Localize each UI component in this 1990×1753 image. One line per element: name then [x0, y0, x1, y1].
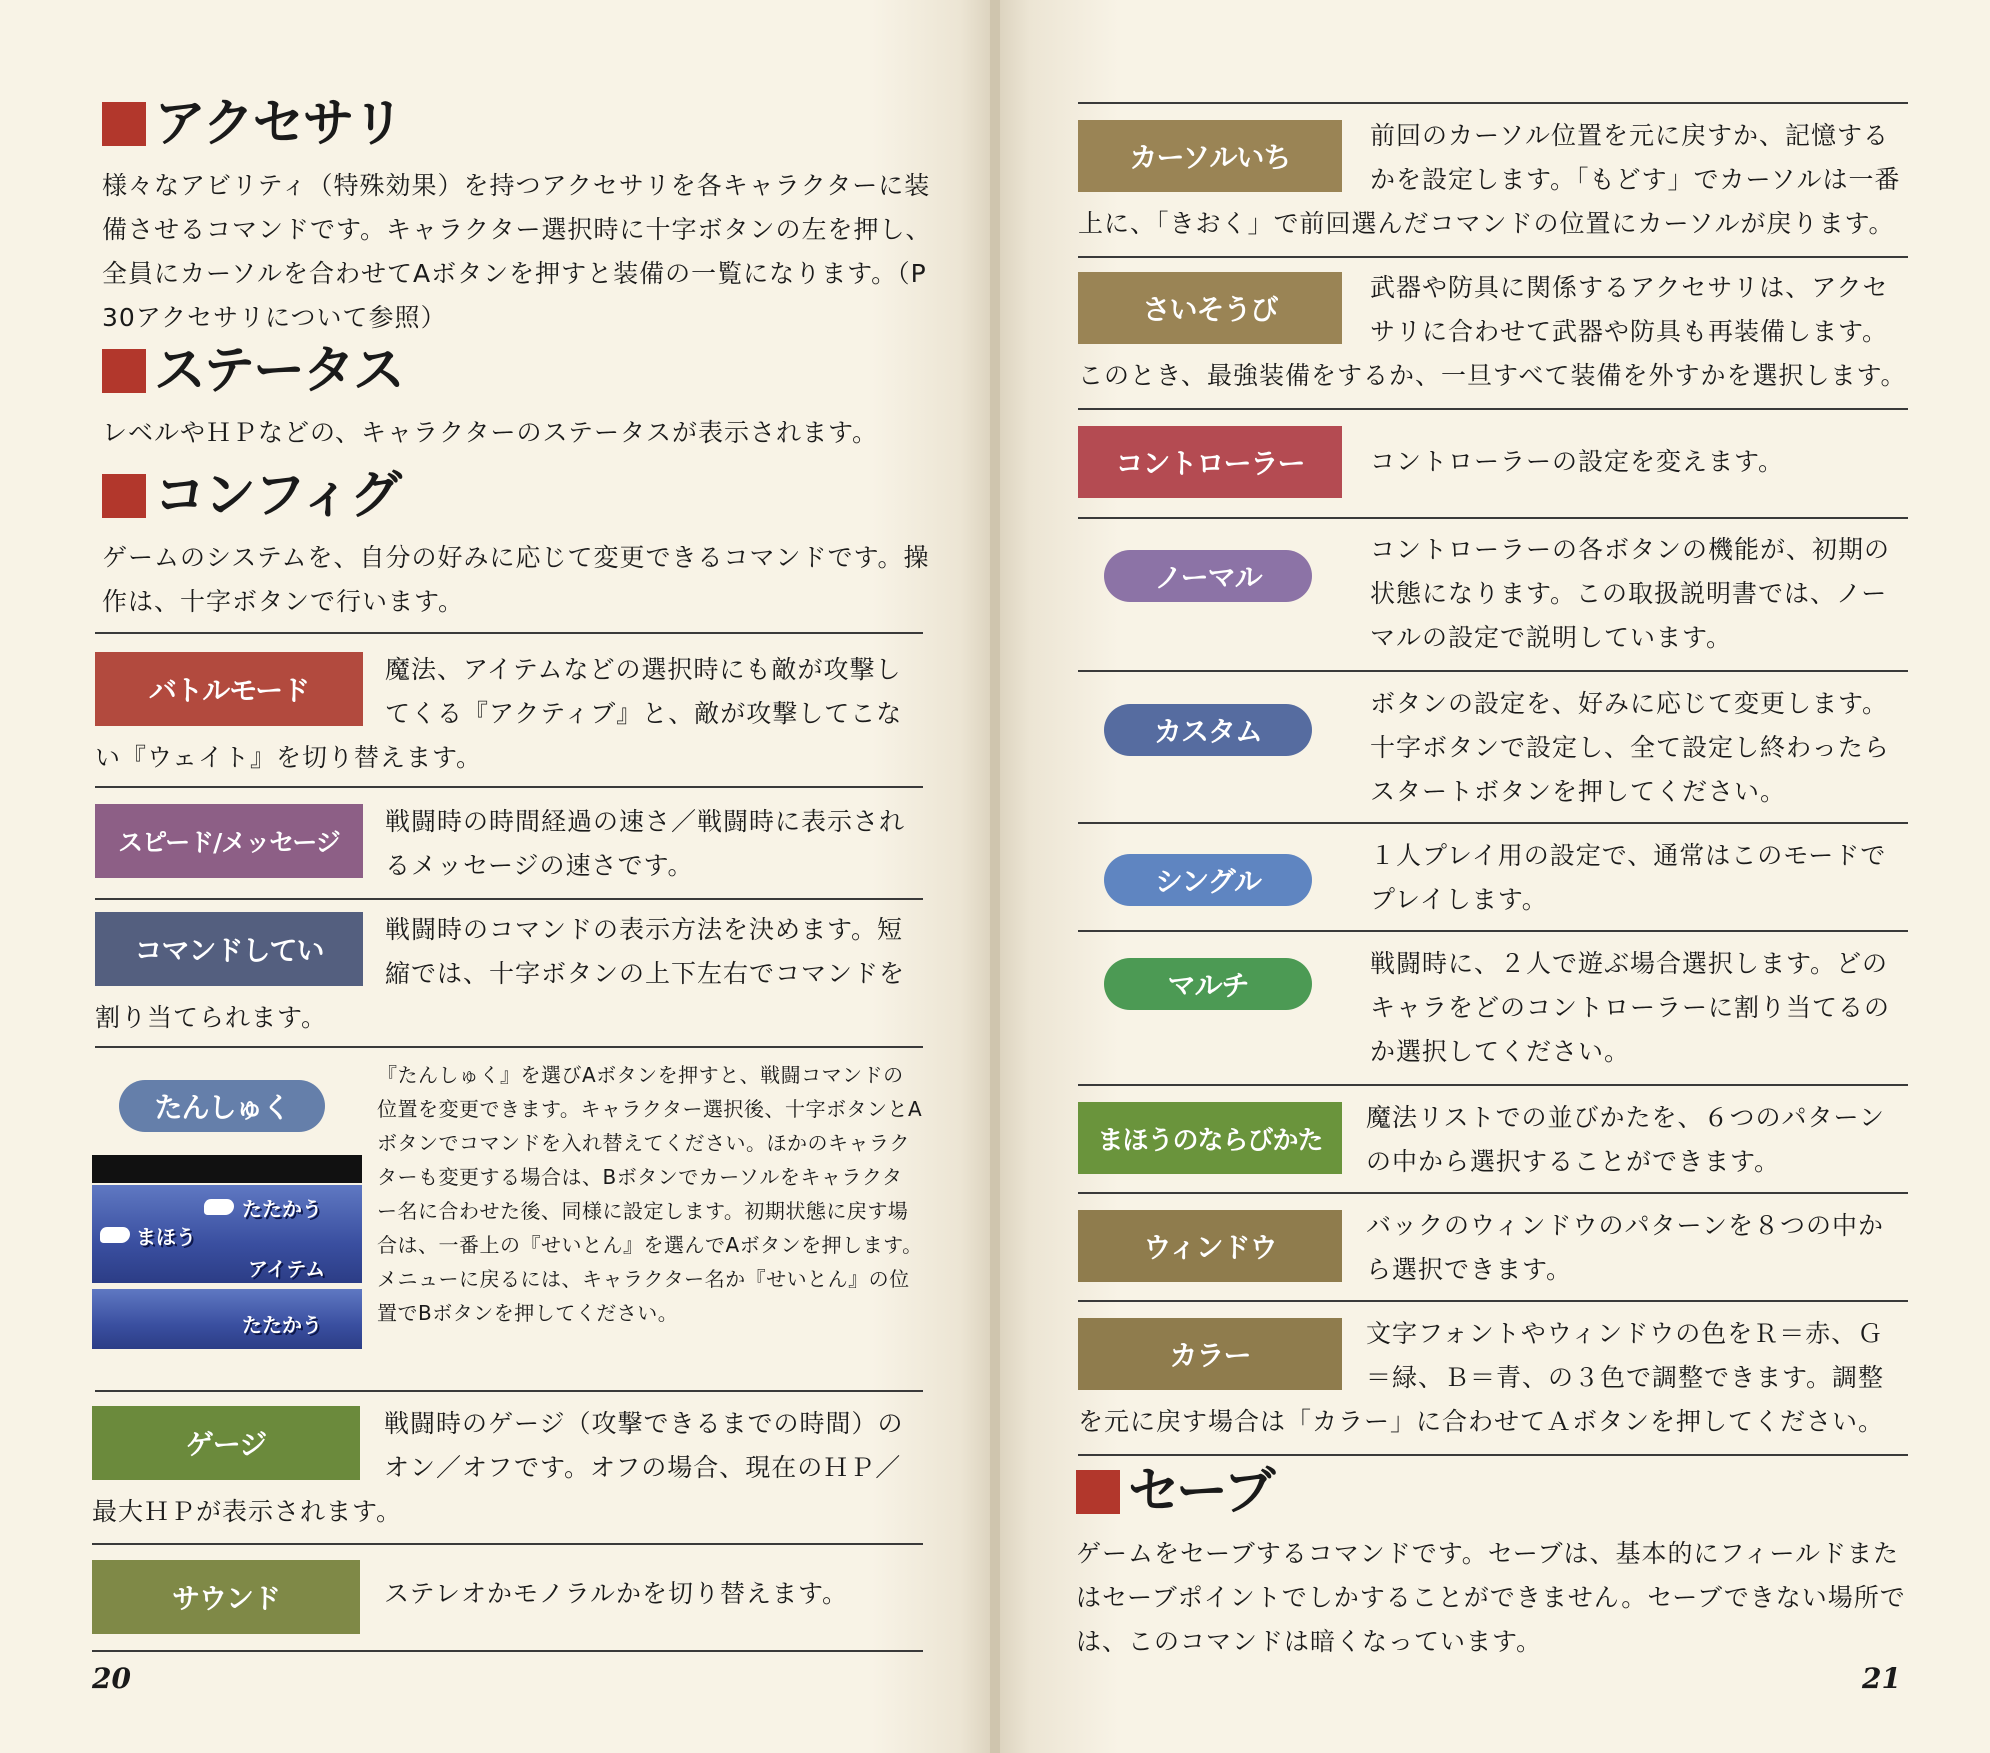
desc-speed-message: 戦闘時の時間経過の速さ／戦闘時に表示されるメッセージの速さです。 [385, 807, 906, 880]
divider [95, 898, 923, 900]
section-title-config: コンフィグ [102, 470, 932, 522]
entry-color [1078, 1312, 1908, 1446]
label-command-setting: コマンドしてい [95, 912, 363, 986]
divider [1078, 1300, 1908, 1302]
label-sound: サウンド [92, 1560, 360, 1634]
label-custom: カスタム [1104, 704, 1312, 756]
page-number-left: 20 [92, 1662, 131, 1695]
desc-normal: コントローラーの各ボタンの機能が、初期の状態になります。この取扱説明書では、ノーマルの設定で説明しています。 [1370, 535, 1891, 652]
book-gutter [990, 0, 1000, 1753]
desc-color: 文字フォントやウィンドウの色をＲ＝赤、Ｇ＝緑、Ｂ＝青、の３色で調整できます。調整を元に戻す場合は「カラー」に合わせてＡボタンを押してください。 [1078, 1319, 1885, 1436]
entry-battle-mode [95, 648, 923, 778]
desc-magic-order: 魔法リストでの並びかたを、６つのパターンの中から選択することができます。 [1366, 1103, 1886, 1176]
entry-re-equip [1078, 266, 1908, 400]
divider [92, 1650, 923, 1652]
divider [1078, 1084, 1908, 1086]
divider [1078, 822, 1908, 824]
red-square-icon [102, 102, 146, 146]
label-cursor-position: カーソルいち [1078, 120, 1342, 192]
desc-custom: ボタンの設定を、好みに応じて変更します。十字ボタンで設定し、全て設定し終わったらスタートボタンを押してください。 [1370, 689, 1890, 806]
cursor-hand-icon [100, 1227, 130, 1243]
divider [1078, 102, 1908, 104]
label-tanshuku: たんしゅく [119, 1080, 325, 1132]
label-multi: マルチ [1104, 958, 1312, 1010]
entry-multi [1078, 942, 1908, 1082]
label-single: シングル [1104, 854, 1312, 906]
left-page [0, 0, 990, 1753]
label-battle-mode: バトルモード [95, 652, 363, 726]
page-number-right: 21 [1862, 1662, 1901, 1695]
right-page [1000, 0, 1990, 1753]
entry-command-setting [95, 908, 923, 1038]
label-color: カラー [1078, 1318, 1342, 1390]
section-title-status: ステータス [102, 345, 932, 397]
entry-cursor-position [1078, 114, 1908, 248]
desc-controller: コントローラーの設定を変えます。 [1370, 447, 1785, 476]
label-window: ウィンドウ [1078, 1210, 1342, 1282]
entry-sound [92, 1556, 923, 1640]
red-square-icon [102, 474, 146, 518]
entry-single [1078, 834, 1908, 930]
divider [1078, 517, 1908, 519]
desc-re-equip: 武器や防具に関係するアクセサリは、アクセサリに合わせて武器や防具も再装備します。このとき、最強装備をするか、一旦すべて装備を外すかを選択します。 [1078, 273, 1907, 390]
section-title-save: セーブ [1076, 1466, 1912, 1518]
save-section [1076, 1462, 1912, 1664]
divider [92, 1543, 923, 1545]
accessory-section [102, 94, 932, 340]
desc-battle-mode: 魔法、アイテムなどの選択時にも敵が攻撃してくる『アクティブ』と、敵が攻撃してこない『ウェイト』を切り替えます。 [95, 655, 903, 772]
entry-normal [1078, 528, 1908, 668]
accessory-body: 様々なアビリティ（特殊効果）を持つアクセサリを各キャラクターに装備させるコマンドです。キャラクター選択時に十字ボタンの左を押し、全員にカーソルを合わせてAボタンを押すと装備の一覧になります。（P 30アクセサリについて参照） [102, 171, 932, 332]
label-gauge: ゲージ [92, 1406, 360, 1480]
divider [1078, 408, 1908, 410]
divider [1078, 256, 1908, 258]
desc-single: １人プレイ用の設定で、通常はこのモードでプレイします。 [1370, 841, 1887, 914]
divider [95, 1046, 923, 1048]
divider [1078, 930, 1908, 932]
divider [95, 632, 923, 634]
red-square-icon [102, 349, 146, 393]
config-body: ゲームのシステムを、自分の好みに応じて変更できるコマンドです。操作は、十字ボタンで行います。 [102, 543, 930, 616]
desc-cursor-position: 前回のカーソル位置を元に戻すか、記憶するかを設定します。「もどす」でカーソルは一番上に、「きおく」で前回選んだコマンドの位置にカーソルが戻ります。 [1078, 121, 1901, 238]
status-body: レベルやＨＰなどの、キャラクターのステータスが表示されます。 [102, 418, 879, 447]
entry-speed-message [95, 800, 923, 896]
cursor-hand-icon [204, 1199, 234, 1215]
config-section [102, 466, 932, 624]
red-square-icon [1076, 1470, 1120, 1514]
divider [1078, 1192, 1908, 1194]
desc-multi: 戦闘時に、２人で遊ぶ場合選択します。どのキャラをどのコントローラーに割り当てるのか選択してください。 [1370, 949, 1891, 1066]
desc-window: バックのウィンドウのパターンを８つの中から選択できます。 [1366, 1211, 1885, 1284]
battle-command-screenshot: たたかう まほう アイテム たたかう [92, 1155, 362, 1363]
entry-gauge [92, 1402, 923, 1532]
divider [1078, 1454, 1908, 1456]
desc-gauge: 戦闘時のゲージ（攻撃できるまでの時間）のオン／オフです。オフの場合、現在のＨＰ／最大ＨＰが表示されます。 [92, 1409, 904, 1526]
divider [1078, 670, 1908, 672]
save-body: ゲームをセーブするコマンドです。セーブは、基本的にフィールドまたはセーブポイントでしかすることができません。セーブできない場所では、このコマンドは暗くなっています。 [1076, 1539, 1906, 1656]
label-re-equip: さいそうび [1078, 272, 1342, 344]
label-controller: コントローラー [1078, 426, 1342, 498]
label-speed-message: スピード/メッセージ [95, 804, 363, 878]
desc-sound: ステレオかモノラルかを切り替えます。 [384, 1579, 849, 1608]
label-magic-order: まほうのならびかた [1078, 1102, 1342, 1174]
divider [95, 1390, 923, 1392]
desc-tanshuku: 『たんしゅく』を選びAボタンを押すと、戦闘コマンドの位置を変更できます。キャラクター選択後、十字ボタンとAボタンでコマンドを入れ替えてください。ほかのキャラクターも変更する場合は、Bボタンでカーソルをキャラクター名に合わせた後、同様に設定します。初期状態に戻す場合は、一番上の『せいとん』を選んでAボタンを押します。メニューに戻るには、キャラクター名か『せいとん』の位置でBボタンを押してください。 [377, 1063, 923, 1325]
label-normal: ノーマル [1104, 550, 1312, 602]
entry-controller [1078, 420, 1908, 510]
entry-window [1078, 1204, 1908, 1300]
entry-custom [1078, 682, 1908, 822]
desc-command-setting: 戦闘時のコマンドの表示方法を決めます。短縮では、十字ボタンの上下左右でコマンドを割り当てられます。 [95, 915, 906, 1032]
section-title-accessory: アクセサリ [102, 98, 932, 150]
entry-magic-order [1078, 1096, 1908, 1192]
status-section [102, 341, 932, 455]
divider [95, 786, 923, 788]
